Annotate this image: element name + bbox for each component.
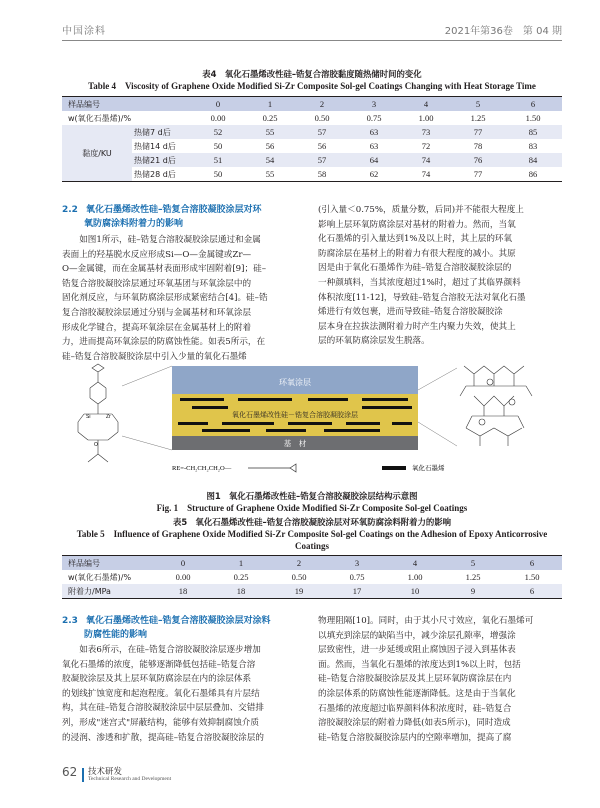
text-line: (引入量＜0.75%，质量分数，后同)并不能很大程度上 bbox=[318, 205, 524, 215]
table4-cell: 63 bbox=[348, 139, 400, 153]
text-line: 如图1所示，硅–锆复合溶胶凝胶涂层通过和金属 bbox=[62, 235, 261, 245]
table4-cell: 1.50 bbox=[504, 111, 562, 125]
section-2-3-title-line2: 防腐性能的影响 bbox=[84, 630, 148, 640]
table4-sample: 3 bbox=[348, 97, 400, 111]
table4-cell: 1.00 bbox=[400, 111, 452, 125]
figure-1-diagram bbox=[62, 356, 562, 481]
table5-sample: 3 bbox=[328, 556, 386, 570]
figure-1-caption-en: Fig. 1 Structure of Graphene Oxide Modified Si-Zr Composite Sol-gel Coatings bbox=[156, 503, 468, 513]
table5-caption-en-line2: Coatings bbox=[294, 541, 329, 551]
text-line: 体积浓度[11-12]，导致硅–锆复合溶胶无法对氧化石墨 bbox=[318, 292, 526, 303]
table4-cell: 72 bbox=[400, 139, 452, 153]
table5-sample: 1 bbox=[212, 556, 270, 570]
text-line: 石墨烯的浓度超过临界颜料体积浓度时，硅–锆复合 bbox=[318, 703, 512, 714]
text-line: 复合溶胶凝胶涂层通过分别与金属基材和环氧涂层 bbox=[62, 307, 252, 318]
text-line: 胶凝胶涂层及其上层环氧防腐涂层在内的涂层体系 bbox=[62, 674, 252, 685]
figure-1-caption bbox=[62, 490, 562, 514]
text-line: 锆复合溶胶凝胶涂层通过环氧基团与环氧涂层中的 bbox=[62, 278, 252, 289]
legend-formula: RE=-CH₂CH₂CH₂O— bbox=[172, 465, 232, 472]
table4-cell: 51 bbox=[192, 153, 244, 167]
journal-name: 中国涂料 bbox=[62, 26, 106, 37]
section-2-2-number: 2.2 bbox=[62, 205, 78, 215]
table4-cell: 52 bbox=[192, 125, 244, 139]
text-line: 防腐涂层在基材上的附着力有很大程度的减小。其原 bbox=[318, 248, 516, 259]
text-line: 形成化学键合，提高环氧涂层在金属基材上的附着 bbox=[62, 322, 252, 333]
table5-cell: 10 bbox=[386, 584, 444, 598]
table4-sample: 1 bbox=[244, 97, 296, 111]
text-line: 面。然而，当氧化石墨烯的浓度达到1%以上时，包括 bbox=[318, 659, 521, 670]
page-number: 62 bbox=[62, 765, 78, 779]
text-line: 溶胶凝胶涂层的附着力降低(如表5所示)，同时造成 bbox=[318, 718, 511, 729]
text-line: 以填充到涂层的缺陷当中，减少涂层孔隙率，增强涂 bbox=[318, 630, 516, 641]
table4-row-label: 热储28 d后 bbox=[132, 167, 192, 181]
table4-cell: 1.25 bbox=[452, 111, 504, 125]
table5-caption-en-line1: Table 5 Influence of Graphene Oxide Modified Si-Zr Composite Sol-gel Coatings on the Adhesion of Epoxy Anticorrosive bbox=[76, 529, 548, 539]
text-line: 层的环氧防腐涂层发生脱落。 bbox=[318, 336, 430, 347]
table4-row bbox=[62, 167, 562, 181]
table4-cell: 62 bbox=[348, 167, 400, 181]
table5-cell: 1.00 bbox=[386, 570, 444, 584]
text-line: 物理阻隔[10]。同时，由于其小尺寸效应，氧化石墨烯可 bbox=[318, 616, 534, 626]
figure-1-caption-cn: 图1 氧化石墨烯改性硅–锆复合溶胶凝胶涂层结构示意图 bbox=[206, 491, 418, 501]
text-line: 构，其在硅–锆复合溶胶凝胶涂层中层层叠加、交错排 bbox=[62, 703, 264, 714]
table5-cell: 0.00 bbox=[154, 570, 212, 584]
table4-header-label: 样品编号 bbox=[62, 97, 192, 111]
table4-group-label: 黏度/KU bbox=[62, 125, 132, 181]
table5-adhesion-label: 附着力/MPa bbox=[62, 584, 154, 598]
issue-info: 2021年第36卷 第 04 期 bbox=[444, 26, 562, 37]
text-line: 固化剂反应，与环氧防腐涂层形成紧密结合[4]。硅–锆 bbox=[62, 293, 268, 304]
table5-header-label: 样品编号 bbox=[62, 556, 154, 570]
table4-row-label: 热储14 d后 bbox=[132, 139, 192, 153]
table5-cell: 9 bbox=[444, 584, 502, 598]
table4-cell: 56 bbox=[296, 139, 348, 153]
table4-caption-en: Table 4 Viscosity of Graphene Oxide Modified Si-Zr Composite Sol-gel Coatings Changing with Heat Storage Time bbox=[88, 81, 536, 91]
section-2-3-number: 2.3 bbox=[62, 616, 78, 626]
table5-cell: 0.50 bbox=[270, 570, 328, 584]
table4-go-label: w(氧化石墨烯)/% bbox=[62, 111, 192, 125]
section-2-3-title-line1: 氧化石墨烯改性硅–锆复合溶胶凝胶涂层对涂料 bbox=[85, 616, 271, 626]
table5-cell: 0.75 bbox=[328, 570, 386, 584]
text-line: 如表6所示，在硅–锆复合溶胶凝胶涂层逐步增加 bbox=[62, 645, 261, 655]
substrate-layer-label: 基 材 bbox=[283, 439, 307, 448]
table5-cell: 1.25 bbox=[444, 570, 502, 584]
table4-sample: 6 bbox=[504, 97, 562, 111]
text-line: 的浸润、渗透和扩散，提高硅–锆复合溶胶凝胶涂层的 bbox=[62, 732, 264, 743]
table4-cell: 78 bbox=[452, 139, 504, 153]
sol-gel-layer-label: 氧化石墨烯改性硅－锆复合溶胶凝胶涂层 bbox=[232, 411, 358, 419]
table4-cell: 57 bbox=[296, 125, 348, 139]
text-line: 氧化石墨烯的浓度，能够逐渐降低包括硅–锆复合溶 bbox=[62, 659, 256, 670]
table4-go-row bbox=[62, 111, 562, 125]
table4-row bbox=[62, 125, 562, 139]
text-line: 烯进行有效包裹，进而导致硅–锆复合溶胶凝胶涂 bbox=[318, 307, 503, 318]
table4-cell: 0.25 bbox=[244, 111, 296, 125]
text-line: 硅–锆复合溶胶凝胶涂层内的空隙率增加，提高了腐 bbox=[318, 732, 512, 743]
table4-cell: 50 bbox=[192, 167, 244, 181]
table4-caption bbox=[62, 68, 562, 92]
section-2-2-left-column bbox=[62, 233, 306, 364]
footer-section-cn: 技术研发 bbox=[88, 767, 123, 777]
table5-header-row bbox=[62, 556, 562, 570]
table4-cell: 84 bbox=[504, 153, 562, 167]
text-line: O—金属键，而在金属基材表面形成牢固附着[9]；硅– bbox=[62, 264, 266, 275]
table4-cell: 74 bbox=[400, 167, 452, 181]
text-line: 的划线扩蚀宽度和起泡程度。氧化石墨烯具有片层结 bbox=[62, 688, 260, 699]
text-line: 表面上的羟基脱水反应形成Si—O—金属键或Zr— bbox=[62, 249, 252, 260]
table5-go-label: w(氧化石墨烯)/% bbox=[62, 570, 154, 584]
table4-cell: 0.75 bbox=[348, 111, 400, 125]
table5-cell: 1.50 bbox=[502, 570, 562, 584]
left-molecule-sketch bbox=[78, 364, 118, 462]
text-line: 的涂层体系的防腐蚀性能逐渐降低。这是由于当氧化 bbox=[318, 688, 516, 699]
table4-sample: 0 bbox=[192, 97, 244, 111]
table5-cell: 18 bbox=[212, 584, 270, 598]
table5-cell: 18 bbox=[154, 584, 212, 598]
table5-sample: 5 bbox=[444, 556, 502, 570]
table5-sample: 2 bbox=[270, 556, 328, 570]
table4-cell: 54 bbox=[244, 153, 296, 167]
section-2-2-right-column bbox=[318, 203, 562, 349]
text-line: 因是由于氧化石墨烯作为硅–锆复合溶胶凝胶涂层的 bbox=[318, 263, 512, 274]
table5-sample: 4 bbox=[386, 556, 444, 570]
table4-cell: 50 bbox=[192, 139, 244, 153]
table4 bbox=[62, 97, 562, 181]
text-line: 列，形成"迷宫式"屏蔽结构，能够有效抑制腐蚀介质 bbox=[62, 717, 259, 728]
table4-cell: 77 bbox=[452, 125, 504, 139]
table4-cell: 74 bbox=[400, 153, 452, 167]
table4-cell: 77 bbox=[452, 167, 504, 181]
atom-label: Si bbox=[86, 414, 91, 420]
table4-cell: 0.50 bbox=[296, 111, 348, 125]
running-header bbox=[62, 22, 562, 38]
text-line: 硅–锆复合溶胶凝胶涂层及其上层环氧防腐涂层在内 bbox=[318, 674, 512, 685]
table4-cell: 63 bbox=[348, 125, 400, 139]
table5-bottom-rule bbox=[62, 598, 562, 599]
section-2-2-heading bbox=[62, 203, 306, 231]
table5-sample: 6 bbox=[502, 556, 562, 570]
table5-go-row bbox=[62, 570, 562, 584]
table4-row-label: 热储21 d后 bbox=[132, 153, 192, 167]
footer-section-en: Technical Research and Development bbox=[88, 776, 172, 782]
legend-go-swatch bbox=[382, 466, 406, 470]
text-line: 硅–锆复合溶胶凝胶涂层中引入少量的氧化石墨烯 bbox=[62, 351, 247, 362]
text-line: 力，进而提高环氧涂层的防腐蚀性能。如表5所示，在 bbox=[62, 337, 266, 348]
legend-go-label: 氧化石墨烯 bbox=[412, 464, 445, 472]
footer-accent-bar bbox=[82, 768, 84, 782]
section-2-3-left-column bbox=[62, 643, 306, 745]
text-line: 一种颜填料，当其浓度超过1%时，超过了其临界颜料 bbox=[318, 277, 521, 288]
table4-bottom-rule bbox=[62, 181, 562, 182]
table4-cell: 83 bbox=[504, 139, 562, 153]
table4-row-label: 热储7 d后 bbox=[132, 125, 192, 139]
epoxy-layer-label: 环氧涂层 bbox=[279, 378, 311, 387]
table4-sample: 5 bbox=[452, 97, 504, 111]
table5-cell: 19 bbox=[270, 584, 328, 598]
table4-cell: 55 bbox=[244, 125, 296, 139]
section-2-3-right-column bbox=[318, 614, 562, 745]
section-2-2-title-line2: 氧防腐涂料附着力的影响 bbox=[84, 219, 184, 229]
table5-cell: 6 bbox=[502, 584, 562, 598]
table4-row bbox=[62, 153, 562, 167]
table5-sample: 0 bbox=[154, 556, 212, 570]
text-line: 化石墨烯的引入量达到1%及以上时，其上层的环氧 bbox=[318, 234, 513, 245]
table4-cell: 86 bbox=[504, 167, 562, 181]
table5-cell: 0.25 bbox=[212, 570, 270, 584]
atom-label: Zr bbox=[106, 414, 111, 420]
section-2-3-heading bbox=[62, 614, 306, 642]
header-rule bbox=[62, 40, 562, 41]
table4-cell: 55 bbox=[244, 167, 296, 181]
table4-cell: 64 bbox=[348, 153, 400, 167]
table5-caption bbox=[62, 516, 562, 552]
table4-caption-cn: 表4 氧化石墨烯改性硅–锆复合溶胶黏度随热储时间的变化 bbox=[202, 69, 422, 79]
text-line: 影响上层环氧防腐涂层对基材的附着力。然而，当氧 bbox=[318, 219, 516, 230]
table4-row bbox=[62, 139, 562, 153]
table4-header-row bbox=[62, 97, 562, 111]
table4-cell: 73 bbox=[400, 125, 452, 139]
table4-sample: 2 bbox=[296, 97, 348, 111]
legend-symbol bbox=[248, 464, 296, 472]
text-line: 层本身在拉拔法测附着力时产生内聚力失效，使其上 bbox=[318, 321, 516, 332]
table4-cell: 76 bbox=[452, 153, 504, 167]
right-molecule-sketch bbox=[460, 366, 532, 446]
table4-cell: 0.00 bbox=[192, 111, 244, 125]
section-2-2-title-line1: 氧化石墨烯改性硅–锆复合溶胶凝胶涂层对环 bbox=[85, 205, 262, 215]
table4-cell: 85 bbox=[504, 125, 562, 139]
table4-cell: 56 bbox=[244, 139, 296, 153]
table5 bbox=[62, 556, 562, 598]
atom-label: O bbox=[94, 442, 98, 448]
table5-cell: 17 bbox=[328, 584, 386, 598]
table5-caption-cn: 表5 氧化石墨烯改性硅–锆复合溶胶凝胶涂层对环氧防腐涂料附着力的影响 bbox=[172, 517, 451, 527]
table5-adhesion-row bbox=[62, 584, 562, 598]
table4-sample: 4 bbox=[400, 97, 452, 111]
table4-cell: 57 bbox=[296, 153, 348, 167]
table4-cell: 58 bbox=[296, 167, 348, 181]
text-line: 层致密性，进一步延缓或阻止腐蚀因子浸入到基体表 bbox=[318, 645, 516, 656]
